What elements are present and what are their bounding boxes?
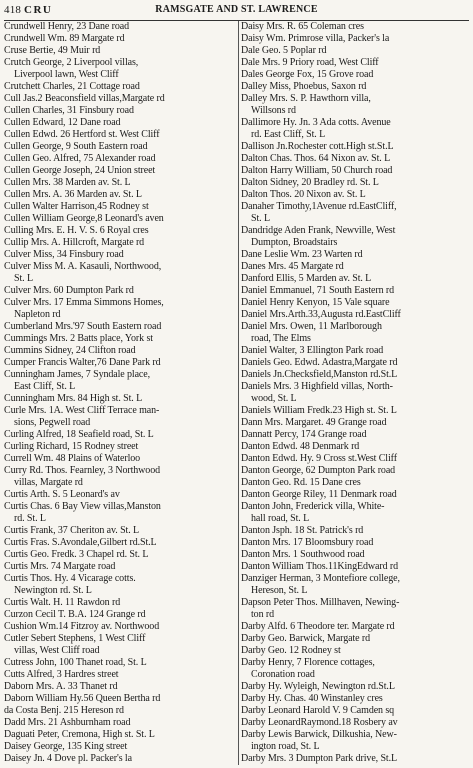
directory-entry: villas, Margate rd bbox=[14, 477, 83, 488]
directory-entry: Dadd Mrs. 21 Ashburnham road bbox=[4, 717, 131, 728]
directory-entry: Dallison Jn.Rochester cott.High st.St.L bbox=[241, 141, 394, 152]
directory-entry: Danton Geo. Rd. 15 Dane cres bbox=[241, 477, 361, 488]
directory-entry: Daniel Emmanuel, 71 South Eastern rd bbox=[241, 285, 395, 296]
directory-entry: Danton Jsph. 18 St. Patrick's rd bbox=[241, 525, 364, 536]
directory-entry: Cullen George Joseph, 24 Union street bbox=[4, 165, 156, 176]
left-column bbox=[4, 21, 236, 765]
running-title: RAMSGATE AND ST. LAWRENCE bbox=[155, 4, 318, 15]
directory-entry: Danton Edwd. 48 Denmark rd bbox=[241, 441, 360, 452]
directory-entry: Curzon Cecil T. B.A. 124 Grange rd bbox=[4, 609, 146, 620]
directory-entry: Cullen Charles, 31 Finsbury road bbox=[4, 105, 134, 116]
directory-entry: Dandridge Aden Frank, Newville, West bbox=[241, 225, 396, 236]
directory-entry: Daniels Jn.Checksfield,Manston rd.St.L bbox=[241, 369, 398, 380]
directory-entry: Cullen Mrs. 38 Marden av. St. L bbox=[4, 177, 131, 188]
directory-entry: Coronation road bbox=[251, 669, 315, 680]
right-column bbox=[241, 21, 469, 765]
directory-entry: Crutch George, 2 Liverpool villas, bbox=[4, 57, 139, 68]
directory-entry: Dalton Harry William, 50 Church road bbox=[241, 165, 393, 176]
directory-entry: Cullen Mrs. A. 36 Marden av. St. L bbox=[4, 189, 142, 200]
directory-entry: Culver Miss, 34 Finsbury road bbox=[4, 249, 124, 260]
column-divider bbox=[238, 21, 239, 765]
directory-entry: Cutress John, 100 Thanet road, St. L bbox=[4, 657, 147, 668]
directory-entry: Dann Mrs. Margaret. 49 Grange road bbox=[241, 417, 387, 428]
directory-entry: Curling Alfred, 18 Seafield road, St. L bbox=[4, 429, 154, 440]
directory-entry: Danes Mrs. 45 Margate rd bbox=[241, 261, 344, 272]
directory-entry: Dumpton, Broadstairs bbox=[251, 237, 338, 248]
directory-entry: Danaher Timothy,1Avenue rd.EastCliff, bbox=[241, 201, 397, 212]
directory-entry: Cullen William George,8 Leonard's aven bbox=[4, 213, 164, 224]
directory-entry: Curry Rd. Thos. Fearnley, 3 Northwood bbox=[4, 465, 161, 476]
directory-entry: Cullen Edward, 12 Dane road bbox=[4, 117, 121, 128]
directory-entry: Daniels Mrs. 3 Highfield villas, North- bbox=[241, 381, 393, 392]
directory-entry: Cunningham Mrs. 84 High st. St. L bbox=[4, 393, 143, 404]
directory-entry: Daisey George, 135 King street bbox=[4, 741, 128, 752]
directory-entry: Cullen Geo. Alfred, 75 Alexander road bbox=[4, 153, 156, 164]
directory-entry: Daborn William Hy.56 Queen Bertha rd bbox=[4, 693, 161, 704]
directory-entry: Darby Hy. Wyleigh, Newington rd.St.L bbox=[241, 681, 395, 692]
directory-entry: Daguati Peter, Cremona, High st. St. L bbox=[4, 729, 155, 740]
directory-entry: Cummins Sidney, 24 Clifton road bbox=[4, 345, 136, 356]
directory-entry: St. L bbox=[251, 213, 270, 224]
directory-entry: ton rd bbox=[251, 609, 275, 620]
directory-entry: Cumper Francis Walter,76 Dane Park rd bbox=[4, 357, 161, 368]
directory-entry: Dalton Thos. 20 Nixon av. St. L bbox=[241, 189, 366, 200]
directory-entry: Daniel Mrs. Owen, 11 Marlborough bbox=[241, 321, 382, 332]
directory-entry: Culling Mrs. E. H. V. S. 6 Royal cres bbox=[4, 225, 149, 236]
directory-entry: Danford Ellis, 5 Marden av. St. L bbox=[241, 273, 372, 284]
directory-entry: East Cliff, St. L bbox=[14, 381, 76, 392]
directory-entry: Curtis Thos. Hy. 4 Vicarage cotts. bbox=[4, 573, 136, 584]
directory-entry: da Costa Benj. 215 Hereson rd bbox=[4, 705, 124, 716]
directory-entry: Danton Mrs. 17 Bloomsbury road bbox=[241, 537, 374, 548]
directory-entry: Curtis Mrs. 74 Margate road bbox=[4, 561, 116, 572]
directory-entry: Napleton rd bbox=[14, 309, 61, 320]
directory-entry: Daisey Jn. 4 Dove pl. Packer's la bbox=[4, 753, 132, 764]
directory-entry: Crundwell Henry, 23 Dane road bbox=[4, 21, 130, 32]
directory-entry: Daniels Geo. Edwd. Adastra,Margate rd bbox=[241, 357, 398, 368]
directory-entry: Cunningham James, 7 Syndale place, bbox=[4, 369, 151, 380]
directory-entry: Daniels William Fredk.23 High st. St. L bbox=[241, 405, 397, 416]
directory-entry: Cullen George, 9 South Eastern road bbox=[4, 141, 148, 152]
directory-entry: Currell Wm. 48 Plains of Waterloo bbox=[4, 453, 141, 464]
directory-entry: Crundwell Wm. 89 Margate rd bbox=[4, 33, 125, 44]
directory-entry: Daisy Wm. Primrose villa, Packer's la bbox=[241, 33, 390, 44]
directory-entry: Cutler Sebert Stephens, 1 West Cliff bbox=[4, 633, 146, 644]
directory-entry: Culver Mrs. 17 Emma Simmons Homes, bbox=[4, 297, 164, 308]
directory-entry: Dallimore Hy. Jn. 3 Ada cotts. Avenue bbox=[241, 117, 391, 128]
directory-entry: Daniel Mrs.Arth.33,Augusta rd.EastCliff bbox=[241, 309, 401, 320]
directory-entry: Darby Mrs. 3 Dumpton Park drive, St.L bbox=[241, 753, 398, 764]
directory-entry: Newington rd. St. L bbox=[14, 585, 92, 596]
directory-entry: Curling Richard, 15 Rodney street bbox=[4, 441, 139, 452]
directory-entry: wood, St. L bbox=[251, 393, 297, 404]
directory-entry: Daborn Mrs. A. 33 Thanet rd bbox=[4, 681, 118, 692]
directory-entry: Darby Hy. Chas. 40 Winstanley cres bbox=[241, 693, 383, 704]
directory-entry: road, The Elms bbox=[251, 333, 311, 344]
directory-entry: Dalton Sidney, 20 Bradley rd. St. L bbox=[241, 177, 379, 188]
directory-entry: Dales George Fox, 15 Grove road bbox=[241, 69, 374, 80]
directory-entry: Curtis Walt. H. 11 Rawdon rd bbox=[4, 597, 121, 608]
directory-entry: Darby Henry, 7 Florence cottages, bbox=[241, 657, 375, 668]
directory-entry: Curtis Fras. S.Avondale,Gilbert rd.St.L bbox=[4, 537, 157, 548]
directory-entry: Crutchett Charles, 21 Cottage road bbox=[4, 81, 140, 92]
directory-entry: Liverpool lawn, West Cliff bbox=[14, 69, 119, 80]
page-number: 418 bbox=[4, 4, 22, 16]
directory-entry: Darby Leonard Harold V. 9 Camden sq bbox=[241, 705, 395, 716]
directory-entry: sions, Pegwell road bbox=[14, 417, 91, 428]
section-key: CRU bbox=[24, 4, 53, 16]
directory-entry: Danton Mrs. 1 Southwood road bbox=[241, 549, 365, 560]
directory-entry: Curtis Geo. Fredk. 3 Chapel rd. St. L bbox=[4, 549, 149, 560]
page-header bbox=[4, 2, 469, 18]
directory-entry: Cruse Bertie, 49 Muir rd bbox=[4, 45, 101, 56]
directory-entry: Dapson Peter Thos. Millhaven, Newing- bbox=[241, 597, 400, 608]
directory-entry: Cummings Mrs. 2 Batts place, York st bbox=[4, 333, 153, 344]
directory-entry: Dale Geo. 5 Poplar rd bbox=[241, 45, 327, 56]
directory-entry: Culver Miss M. A. Kasauli, Northwood, bbox=[4, 261, 162, 272]
directory-entry: Daniel Henry Kenyon, 15 Vale square bbox=[241, 297, 390, 308]
directory-entry: Danton John, Frederick villa, White- bbox=[241, 501, 385, 512]
directory-entry: Willsons rd bbox=[251, 105, 296, 116]
directory-entry: Curtis Chas. 6 Bay View villas,Manston bbox=[4, 501, 161, 512]
directory-entry: Danton Edwd. Hy. 9 Cross st.West Cliff bbox=[241, 453, 397, 464]
directory-entry: Darby Geo. 12 Rodney st bbox=[241, 645, 341, 656]
directory-entry: Danton George, 62 Dumpton Park road bbox=[241, 465, 396, 476]
directory-entry: St. L bbox=[14, 273, 33, 284]
directory-entry: Danton William Thos.11KingEdward rd bbox=[241, 561, 399, 572]
directory-entry: Cumberland Mrs.'97 South Eastern road bbox=[4, 321, 162, 332]
directory-entry: Darby Alfd. 6 Theodore ter. Margate rd bbox=[241, 621, 395, 632]
directory-entry: Cullip Mrs. A. Hillcroft, Margate rd bbox=[4, 237, 145, 248]
directory-entry: Curtis Arth. S. 5 Leonard's av bbox=[4, 489, 120, 500]
directory-entry: Curtis Frank, 37 Cheriton av. St. L bbox=[4, 525, 140, 536]
directory-entry: villas, West Cliff road bbox=[14, 645, 100, 656]
directory-entry: Hereson, St. L bbox=[251, 585, 308, 596]
directory-entry: Daniel Walter, 3 Ellington Park road bbox=[241, 345, 384, 356]
directory-entry: Daisy Mrs. R. 65 Coleman cres bbox=[241, 21, 364, 32]
directory-entry: rd. St. L bbox=[14, 513, 46, 524]
directory-entry: Curle Mrs. 1A. West Cliff Terrace man- bbox=[4, 405, 160, 416]
directory-entry: Cull Jas.2 Beaconsfield villas,Margate rd bbox=[4, 93, 165, 104]
directory-entry: rd. East Cliff, St. L bbox=[251, 129, 326, 140]
directory-entry: Dalley Miss, Phoebus, Saxon rd bbox=[241, 81, 367, 92]
directory-entry: ington road, St. L bbox=[251, 741, 320, 752]
directory-entry: Culver Mrs. 60 Dumpton Park rd bbox=[4, 285, 134, 296]
directory-entry: Danziger Herman, 3 Montefiore college, bbox=[241, 573, 400, 584]
directory-entry: Dalton Chas. Thos. 64 Nixon av. St. L bbox=[241, 153, 391, 164]
directory-entry: Dane Leslie Wm. 23 Warten rd bbox=[241, 249, 363, 260]
directory-entry: Dale Mrs. 9 Priory road, West Cliff bbox=[241, 57, 379, 68]
directory-entry: hall road, St. L bbox=[251, 513, 310, 524]
directory-entry: Dannatt Percy, 174 Grange road bbox=[241, 429, 367, 440]
directory-entry: Cullen Walter Harrison,45 Rodney st bbox=[4, 201, 149, 212]
directory-entry: Darby Lewis Barwick, Dilkushia, New- bbox=[241, 729, 397, 740]
directory-entry: Cushion Wm.14 Fitzroy av. Northwood bbox=[4, 621, 160, 632]
directory-entry: Dalley Mrs. S. P. Hawthorn villa, bbox=[241, 93, 371, 104]
directory-entry: Cullen Edwd. 26 Hertford st. West Cliff bbox=[4, 129, 160, 140]
directory-entry: Darby Geo. Barwick, Margate rd bbox=[241, 633, 370, 644]
directory-entry: Cutts Alfred, 3 Hardres street bbox=[4, 669, 119, 680]
directory-entry: Darby LeonardRaymond.18 Rosbery av bbox=[241, 717, 398, 728]
directory-entry: Danton George Riley, 11 Denmark road bbox=[241, 489, 397, 500]
